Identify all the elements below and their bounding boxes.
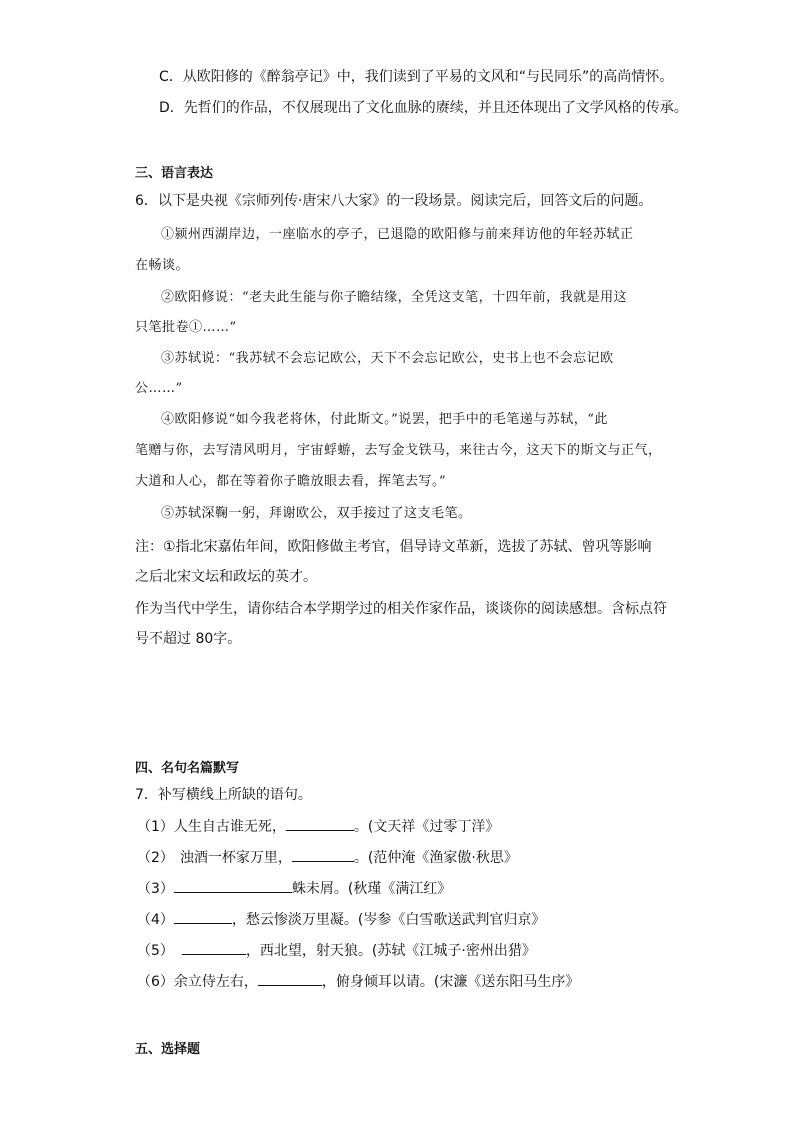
scene-3-line-1: ③苏轼说：“我苏轼不会忘记欧公，天下不会忘记欧公，史书上也不会忘记欧 xyxy=(161,351,614,366)
task-line-1: 作为当代中学生，请你结合本学期学过的相关作家作品，谈谈你的阅读感想。含标点符 xyxy=(135,601,667,617)
answer-blank[interactable] xyxy=(182,940,246,955)
option-c: C．从欧阳修的《醉翁亭记》中，我们读到了平易的文风和“与民同乐”的高尚情怀。 xyxy=(159,69,674,85)
scene-1-line-2: 在畅谈。 xyxy=(135,258,190,273)
fill-item-1: （1）人生自古谁无死， 。(文天祥《过零丁洋》 xyxy=(137,816,499,836)
note-line-1: 注：①指北宋嘉佑年间，欧阳修做主考官，倡导诗文革新，选拔了苏轼、曾巩等影响 xyxy=(135,539,652,555)
scene-4-line-1: ④欧阳修说“如今我老将休，付此斯文。”说罢，把手中的毛笔递与苏轼，“此 xyxy=(161,412,608,427)
scene-2-line-2: 只笔批卷①……” xyxy=(135,320,237,335)
scene-2-line-1: ②欧阳修说：“老夫此生能与你子瞻结缘，全凭这支笔，十四年前，我就是用这 xyxy=(161,290,628,305)
fill-item-4: （4） ，愁云惨淡万里凝。(岑参《白雪歌送武判官归京》 xyxy=(137,909,545,929)
answer-blank[interactable] xyxy=(286,816,354,831)
answer-blank[interactable] xyxy=(174,909,232,924)
answer-blank[interactable] xyxy=(174,878,292,893)
answer-blank[interactable] xyxy=(258,971,322,986)
section-3-title: 三、语言表达 xyxy=(135,166,214,181)
scene-4-line-2: 笔赠与你，去写清风明月，宇宙蜉蝣，去写金戈铁马，来往古今，这天下的斯文与正气， xyxy=(135,443,662,458)
task-line-2: 号不超过 80字。 xyxy=(135,631,242,647)
scene-5: ⑤苏轼深鞠一躬，拜谢欧公，双手接过了这支毛笔。 xyxy=(161,506,472,521)
scene-4-line-3: 大道和人心，都在等着你子瞻放眼去看，挥笔去写。” xyxy=(135,474,447,489)
fill-item-2: （2） 浊酒一杯家万里， 。(范仲淹《渔家傲·秋思》 xyxy=(137,847,518,867)
question-7-intro: 7．补写横线上所缺的语句。 xyxy=(135,787,312,803)
section-4-title: 四、名句名篇默写 xyxy=(135,761,240,776)
scene-3-line-2: 公……” xyxy=(135,381,183,396)
note-line-2: 之后北宋文坛和政坛的英才。 xyxy=(135,569,317,585)
section-5-title: 五、选择题 xyxy=(135,1042,201,1057)
fill-item-5: （5） ，西北望，射天狼。(苏轼《江城子·密州出猎》 xyxy=(137,940,536,960)
question-6-intro: 6．以下是央视《宗师列传·唐宋八大家》的一段场景。阅读完后，回答文后的问题。 xyxy=(135,193,653,209)
scene-1-line-1: ①颍州西湖岸边，一座临水的亭子，已退隐的欧阳修与前来拜访他的年轻苏轼正 xyxy=(161,227,634,242)
fill-item-3: （3） 蛛未屑。(秋瑾《满江红》 xyxy=(137,878,451,898)
option-d: D．先哲们的作品，不仅展现出了文化血脉的赓续，并且还体现出了文学风格的传承。 xyxy=(159,100,688,116)
fill-item-6: （6）余立侍左右， ，俯身倾耳以请。(宋濂《送东阳马生序》 xyxy=(137,971,579,991)
answer-blank[interactable] xyxy=(292,847,354,862)
